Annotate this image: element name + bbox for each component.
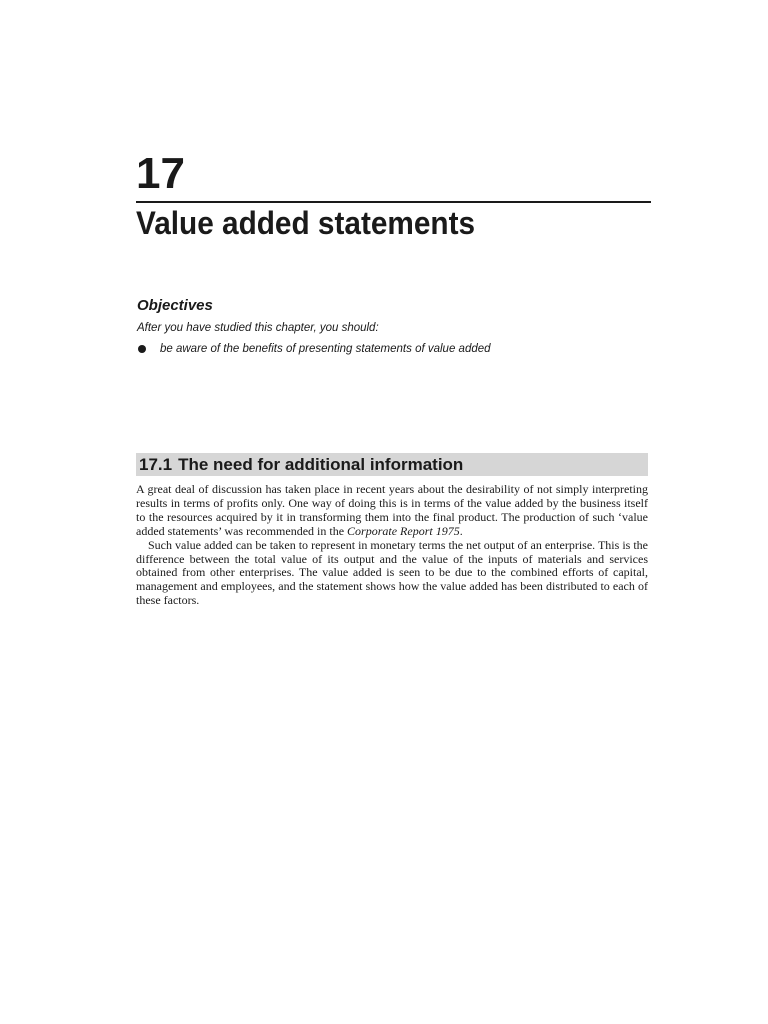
section-number: 17.1 <box>139 455 173 474</box>
section-title: The need for additional information <box>178 455 464 474</box>
paragraph-1-text: A great deal of discussion has taken place in recent years about the desirability of not simply interpreting results in terms of profits only. One way of doing this is in terms of the value added by the business itself to the resources acquired by it in transforming them into the final product. The production of such ‘value added statements’ was recommended in the <box>136 482 648 538</box>
report-title: Corporate Report 1975 <box>347 523 460 538</box>
paragraph-1 <box>136 483 648 539</box>
chapter-number: 17 <box>136 149 185 198</box>
section-heading-bar <box>136 453 648 476</box>
bullet-icon <box>138 345 146 353</box>
objectives-list <box>137 341 491 357</box>
objectives-heading: Objectives <box>137 297 213 314</box>
paragraph-2: Such value added can be taken to represent in monetary terms the net output of an enterprise. This is the difference between the total value of its output and the value of the inputs of materials and services obtained from other enterprises. The value added is seen to be due to the combined efforts of capital, management and employees, and the statement shows how the value added has been distributed to each of these factors. <box>136 537 648 608</box>
section-body <box>136 483 648 608</box>
chapter-title: Value added statements <box>136 205 476 241</box>
objectives-intro: After you have studied this chapter, you should: <box>137 322 379 334</box>
paragraph-1-end: . <box>459 523 463 538</box>
objective-text: be aware of the benefits of presenting statements of value added <box>160 343 491 355</box>
objective-item <box>137 341 491 357</box>
section-heading <box>139 453 463 476</box>
